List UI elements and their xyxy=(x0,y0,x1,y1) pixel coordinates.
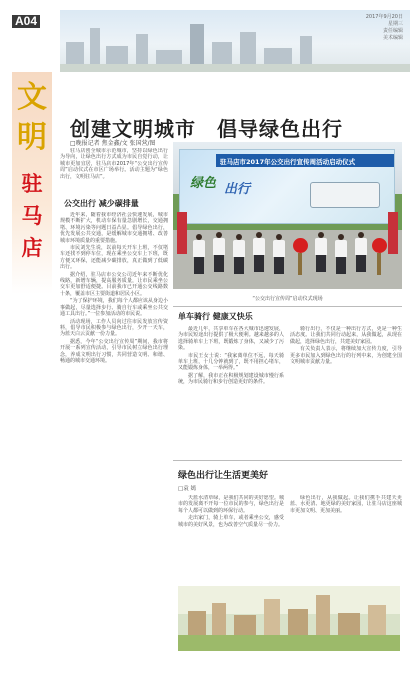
photo-red-pillar xyxy=(177,212,187,254)
body-paragraph: 据了解，我市正在积极规划建设城市慢行系统，为市民骑行和步行创造更好的条件。 xyxy=(178,372,284,386)
city-illustration xyxy=(178,586,400,651)
subhead-bus: 公交出行 减少碳排量 xyxy=(64,199,139,208)
photo-person xyxy=(315,232,327,272)
photo-person xyxy=(253,232,265,272)
backdrop-bus-graphic xyxy=(310,182,380,208)
photo-red-ball xyxy=(372,238,387,253)
section-big-char: 明 xyxy=(17,120,47,155)
page-number: A04 xyxy=(12,15,40,28)
lead-paragraph: 驻马店创全城市示范城市，坚持以绿色出行为导向，让绿色出行方式成为市民自觉行动，让城市更加宜居，驻马店市2017年“公交出行宣传周”启动仪式在市区广场举行。活动主题为“绿色出行，文明驻马店”。 xyxy=(60,148,168,180)
photo-person xyxy=(233,234,245,274)
column-divider xyxy=(173,306,402,307)
backdrop-slogan-line: 绿色 xyxy=(190,176,217,191)
photo-ball-stand xyxy=(377,253,381,275)
article-column-right xyxy=(290,326,402,442)
photo-stage-backdrop xyxy=(179,149,395,224)
subhead-green-life: 绿色出行让生活更美好 xyxy=(178,471,269,481)
article-column-left xyxy=(60,212,168,562)
article-byline: □晚报记者 焦金鑫/文 张国营/图 xyxy=(70,140,156,147)
photo-red-ball xyxy=(293,238,308,253)
header-date-line: 美术编辑 xyxy=(382,35,403,41)
body-paragraph: 据介绍，驻马店市公交公司近年来不断优化线路，新增车辆，提高服务质量，让市民乘坐公交车更加舒适便捷。目前我市已开通公交线路数十条，覆盖市区主要街道和居民小区。 xyxy=(60,271,168,297)
backdrop-headline-bar xyxy=(216,154,394,167)
section-red-char: 店 xyxy=(21,235,43,260)
header-date-block xyxy=(366,14,403,42)
article-lead xyxy=(60,148,168,194)
backdrop-slogan xyxy=(190,172,290,200)
body-paragraph: 活动现场，工作人员向过往市民发放宣传资料，倡导市民积极参与绿色出行，少开一天车，为蓝天白云贡献一份力量。 xyxy=(60,318,168,338)
article-byline-2: □袁 嫣 xyxy=(178,486,196,492)
photo-caption: “公交出行宣传周”启动仪式现场 xyxy=(252,296,323,302)
section-title-band xyxy=(12,72,52,294)
body-paragraph: 市民刘先生说，以前每天开车上班，不仅堵车还找不到停车位，现在乘坐公交车上下班，既方便又环保，还能减少碳排放，真正做到了低碳出行。 xyxy=(60,245,168,271)
banner-ground xyxy=(60,64,410,72)
photo-person xyxy=(335,234,347,274)
section-red-char: 驻 xyxy=(21,171,43,196)
article-column-lower-right xyxy=(290,495,402,581)
body-paragraph: 骑行出行，不仅是一种出行方式，更是一种生活态度。让我们共同行动起来，从我做起，从现在做起，选择绿色出行，共建美好家园。 xyxy=(290,326,402,345)
body-paragraph: 绿色出行，从我做起。让我们携手共建天更蓝、水更清、地更绿的美好家园，让驻马店这座城市更加文明、更加美丽。 xyxy=(290,495,402,514)
body-paragraph: “为了保护环境，我们每个人都应该从身边小事做起，尽量选择步行、骑自行车或乘坐公共交通工具出行。”一位参加活动的市民说。 xyxy=(60,298,168,318)
article-column-mid xyxy=(178,326,284,442)
photo-person xyxy=(273,234,285,274)
photo-plaza xyxy=(173,230,402,289)
photo-person xyxy=(355,232,367,272)
body-paragraph: 走出家门，骑上单车，或者乘坐公交，感受城市的美好风景，也为改善空气质量尽一份力。 xyxy=(178,515,284,528)
photo-red-pillar xyxy=(388,212,398,254)
header-date-line: 2017年9月20日 xyxy=(365,14,403,20)
body-paragraph: 天蓝水清草绿，是我们共同的美好愿望。城市的发展离不开每一位市民的参与，绿色出行是每个人都可以做到的环保行动。 xyxy=(178,495,284,514)
column-divider xyxy=(173,460,402,461)
section-big-char: 文 xyxy=(17,80,47,115)
photo-person xyxy=(193,234,205,274)
event-photo xyxy=(173,142,402,289)
header-date-line: 星期三 xyxy=(387,21,403,27)
header-city-banner xyxy=(60,10,410,72)
body-paragraph: 近年来，随着我市经济社会快速发展，城市规模不断扩大，机动车保有量急剧增长，交通拥堵、环境污染等问题日益凸显。倡导绿色出行，优先发展公共交通，是缓解城市交通拥堵、改善城市环境质量的重要措施。 xyxy=(60,212,168,244)
photo-person xyxy=(213,232,225,272)
subhead-bike: 单车骑行 健康又快乐 xyxy=(178,312,253,321)
body-paragraph: 有关负责人表示，将继续加大宣传力度，引导更多市民加入到绿色出行的行列中来，为创建全国文明城市贡献力量。 xyxy=(290,346,402,366)
photo-ball-stand xyxy=(298,253,302,275)
section-red-char: 马 xyxy=(21,203,43,228)
illustration-grass xyxy=(178,635,400,651)
backdrop-headline-text: 驻马店市2017年公交出行宣传周活动启动仪式 xyxy=(220,158,356,166)
backdrop-slogan-line: 出行 xyxy=(224,182,251,197)
article-column-lower-left xyxy=(178,495,284,581)
body-paragraph: 据悉，今年“公交出行宣传周”期间，我市将开展一系列宣传活动，引导市民树立绿色出行理念，养成文明出行习惯，共同营造文明、和谐、畅通的城市交通环境。 xyxy=(60,338,168,364)
body-paragraph: 市民王女士说：“我家离单位不远，每天骑单车上班，十几分钟就到了，既不用担心堵车，又能锻炼身体，一举两得。” xyxy=(178,352,284,372)
article-title: 创建文明城市 倡导绿色出行 xyxy=(70,117,343,141)
header-date-line: 责任编辑 xyxy=(382,28,403,34)
body-paragraph: 最近几年，共享单车在各大城市迅速发展，为市民短途出行提供了极大便利。越来越多的人选择骑单车上下班，既锻炼了身体，又减少了污染。 xyxy=(178,326,284,352)
